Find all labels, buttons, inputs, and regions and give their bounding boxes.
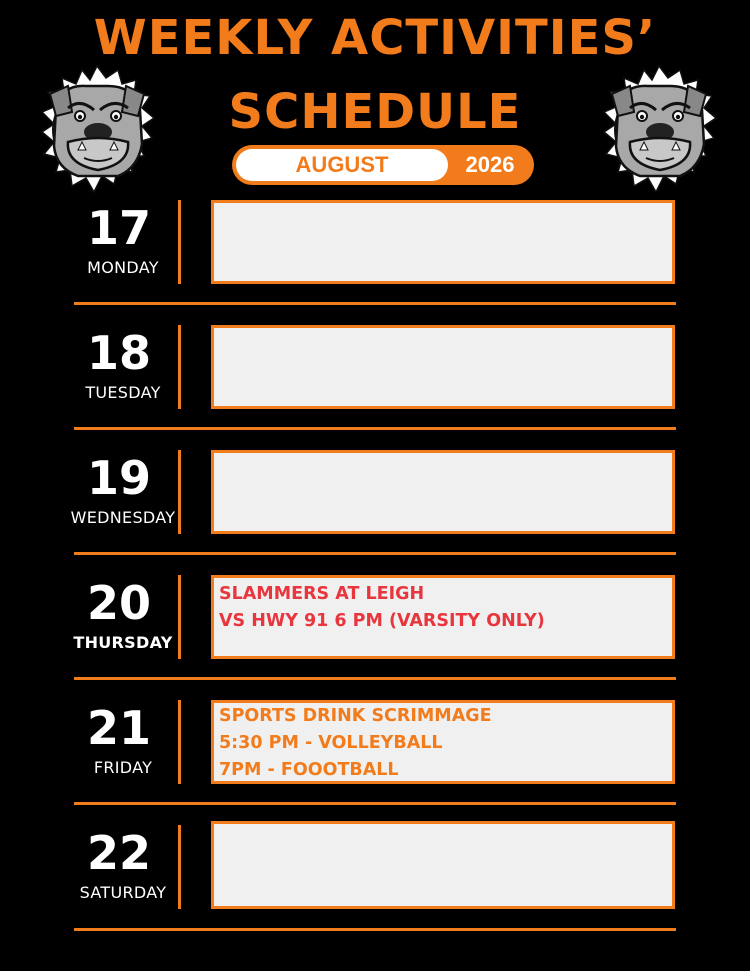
day-divider [178,200,181,284]
day-name: FRIDAY [93,758,153,777]
bulldog-mascot-icon [600,64,718,196]
event-line: 5:30 PM - VOLLEYBALL [219,733,443,753]
month-year-pill [232,145,534,185]
row-separator [74,928,676,931]
day-name: TUESDAY [85,383,161,402]
day-divider [178,825,181,909]
event-line: SPORTS DRINK SCRIMMAGE [219,706,492,726]
day-number: 17 [86,201,151,255]
event-line: SLAMMERS AT LEIGH [219,584,425,604]
day-row-monday [0,200,750,284]
row-separator [74,302,676,305]
day-row-thursday [0,575,750,659]
event-box [211,325,675,409]
title-line-2: SCHEDULE [228,84,522,140]
day-number: 19 [86,451,151,505]
day-name: THURSDAY [73,633,173,652]
day-row-friday [0,700,750,784]
day-divider [178,325,181,409]
event-box [211,200,675,284]
bulldog-mascot-icon [38,64,156,196]
year-label: 2026 [465,152,515,177]
event-box [211,575,675,659]
day-divider [178,450,181,534]
day-row-wednesday [0,450,750,534]
day-number: 18 [86,326,151,380]
event-box [211,700,675,784]
day-name: MONDAY [87,258,159,277]
row-separator [74,802,676,805]
row-separator [74,677,676,680]
event-box [211,450,675,534]
row-separator [74,552,676,555]
day-number: 22 [86,826,151,880]
row-separator [74,427,676,430]
day-divider [178,575,181,659]
day-number: 21 [86,701,151,755]
day-number: 20 [86,576,151,630]
day-row-tuesday [0,325,750,409]
day-name: SATURDAY [79,883,167,902]
event-line: 7PM - FOOOTBALL [219,760,399,780]
title-line-1: WEEKLY ACTIVITIES’ [93,10,657,66]
day-name: WEDNESDAY [70,508,176,527]
day-divider [178,700,181,784]
event-line: VS HWY 91 6 PM (VARSITY ONLY) [219,611,545,631]
event-box [211,821,675,909]
month-label: AUGUST [236,149,448,181]
day-row-saturday [0,825,750,909]
